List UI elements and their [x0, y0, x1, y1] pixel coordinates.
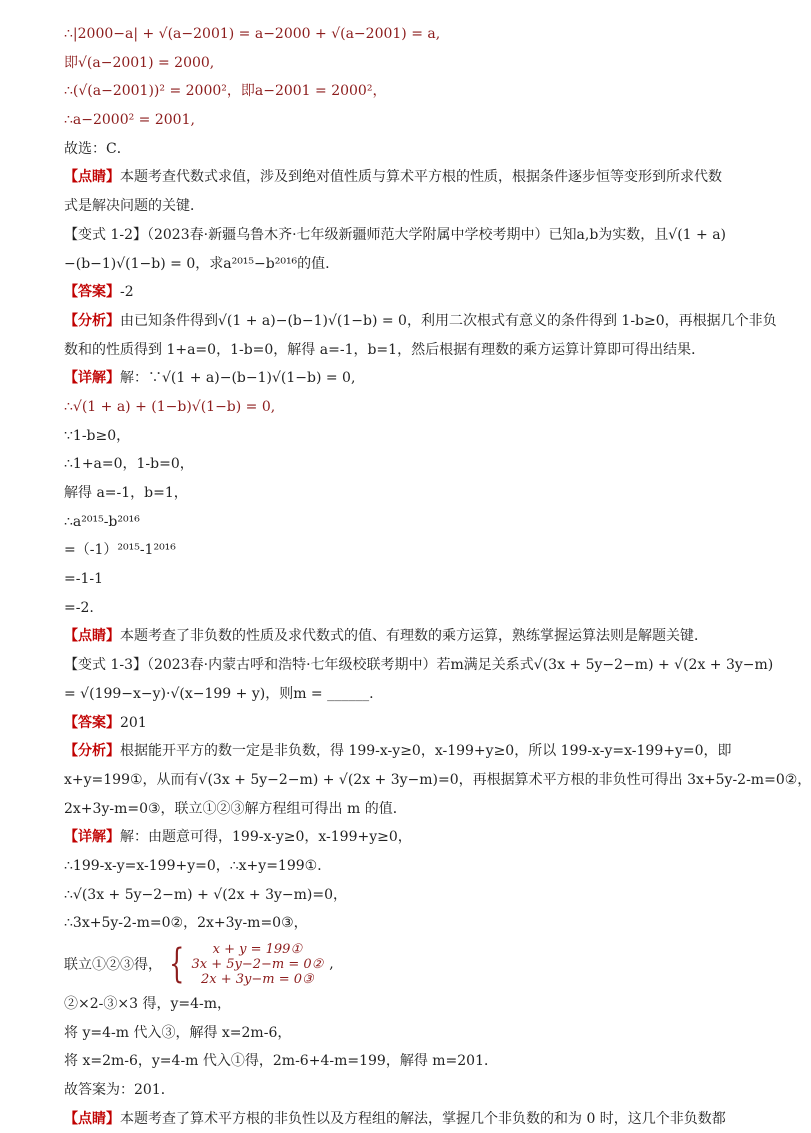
document-page — [64, 20, 811, 1133]
line-text: ∴1+a=0，1-b=0， — [64, 456, 194, 473]
system-suffix: , — [329, 956, 334, 972]
analysis-line — [64, 336, 736, 365]
line-text: = √(199−x−y)·√(x−199 + y)，则m = ______. — [64, 685, 374, 702]
line-text: 将 y=4-m 代入③，解得 x=2m-6， — [64, 1024, 292, 1041]
section-tag: 【分析】 — [64, 312, 120, 329]
system-equation-3: 2x + 3y−m = 0③ — [201, 971, 314, 987]
system-equation-1: x + y = 199① — [212, 941, 303, 957]
section-tag: 【点睛】 — [64, 1110, 120, 1127]
comment-line — [64, 163, 736, 192]
answer-line — [64, 278, 736, 307]
line-text: ∴(√(a−2001))² = 2000²，即a−2001 = 2000²， — [64, 83, 387, 100]
system-prefix: 联立①②③得， — [64, 957, 162, 973]
system-equation-2: 3x + 5y−2−m = 0② — [191, 956, 324, 972]
calc-line — [64, 852, 736, 881]
line-text: 数和的性质得到 1+a=0，1-b=0，解得 a=-1，b=1，然后根据有理数的乘方运算计算即可得出结果． — [64, 341, 706, 358]
calc-line — [64, 881, 736, 910]
line-text: −(b−1)√(1−b) = 0，求a²⁰¹⁵−b²⁰¹⁶的值. — [64, 255, 330, 272]
section-tag: 【答案】 — [64, 284, 120, 301]
line-text: 解：∵√(1 + a)−(b−1)√(1−b) = 0, — [120, 370, 356, 387]
section-tag: 【详解】 — [64, 370, 120, 387]
problem-text — [64, 680, 736, 709]
analysis-line — [64, 307, 777, 336]
line-text: -2 — [120, 284, 134, 301]
answer-line — [64, 709, 736, 738]
calc-line — [64, 536, 736, 565]
calc-line — [64, 106, 736, 135]
calc-line — [64, 77, 736, 106]
line-text: ∵1-b≥0， — [64, 427, 131, 444]
calc-line — [64, 479, 736, 508]
comment-line — [64, 622, 736, 651]
line-text: 2x+3y-m=0③，联立①②③解方程组可得出 m 的值． — [64, 800, 407, 817]
calc-line — [64, 1047, 736, 1076]
line-text: 本题考查代数式求值，涉及到绝对值性质与算术平方根的性质，根据条件逐步恒等变形到所求代数 — [120, 169, 722, 186]
line-text: ∴|2000−a| + √(a−2001) = a−2000 + √(a−2001) = a, — [64, 26, 441, 42]
solution-tail — [64, 990, 736, 1133]
line-text: x+y=199①，从而有√(3x + 5y−2−m) + √(2x + 3y−m)=0，再根据算术平方根的非负性可得出 3x+5y-2-m=0②， — [64, 771, 811, 788]
analysis-line — [64, 795, 736, 824]
calc-line — [64, 49, 736, 78]
line-text: 式是解决问题的关键． — [64, 198, 204, 215]
calc-line — [64, 909, 736, 938]
calc-line — [64, 450, 736, 479]
line-text: ∴3x+5y-2-m=0②，2x+3y-m=0③， — [64, 915, 308, 932]
calc-line — [64, 1019, 736, 1048]
line-text: ∴a²⁰¹⁵-b²⁰¹⁶ — [64, 513, 140, 530]
line-text: 故答案为：201． — [64, 1082, 175, 1099]
line-text: ∴a−2000² = 2001, — [64, 112, 195, 129]
line-text: ∴√(1 + a) + (1−b)√(1−b) = 0, — [64, 398, 276, 415]
line-text: 本题考查了非负数的性质及求代数式的值、有理数的乘方运算，熟练掌握运算法则是解题关键． — [120, 628, 708, 645]
line-text: 【变式 1-2】（2023春·新疆乌鲁木齐·七年级新疆师范大学附属中学校考期中）已知a,b为实数，且√(1 + a) — [64, 226, 727, 243]
solution-body — [64, 20, 811, 938]
comment-line — [64, 192, 736, 221]
analysis-line — [64, 766, 811, 795]
line-text: 【变式 1-3】（2023春·内蒙古呼和浩特·七年级校联考期中）若m满足关系式√(3x + 5y−2−m) + √(2x + 3y−m) — [64, 657, 774, 674]
line-text: 即√(a−2001) = 2000, — [64, 54, 215, 71]
line-text: 根据能开平方的数一定是非负数，得 199-x-y≥0，x-199+y≥0，所以 199-x-y=x-199+y=0，即 — [120, 743, 732, 760]
line-text: 解：由题意可得，199-x-y≥0，x-199+y≥0， — [120, 829, 412, 846]
problem-title — [64, 651, 774, 680]
line-text: =（-1）²⁰¹⁵-1²⁰¹⁶ — [64, 542, 176, 559]
equation-system — [64, 938, 736, 990]
calc-line — [64, 508, 736, 537]
line-text: 将 x=2m-6，y=4-m 代入①得，2m-6+4-m=199，解得 m=201． — [64, 1053, 498, 1070]
section-tag: 【分析】 — [64, 743, 120, 760]
section-tag: 【详解】 — [64, 829, 120, 846]
problem-title — [64, 221, 736, 250]
calc-line — [64, 1076, 736, 1105]
analysis-line — [64, 737, 736, 766]
detail-line — [64, 364, 736, 393]
line-text: 201 — [120, 714, 147, 731]
left-brace-symbol: { — [169, 941, 185, 987]
calc-line — [64, 565, 736, 594]
problem-text — [64, 250, 736, 279]
line-text: 由已知条件得到√(1 + a)−(b−1)√(1−b) = 0，利用二次根式有意义的条件得到 1-b≥0，再根据几个非负 — [120, 312, 777, 329]
calc-line — [64, 20, 736, 49]
section-tag: 【答案】 — [64, 714, 120, 731]
line-text: =-2. — [64, 599, 94, 616]
calc-line — [64, 422, 736, 451]
section-tag: 【点睛】 — [64, 628, 120, 645]
calc-line — [64, 990, 736, 1019]
line-text: ②×2-③×3 得，y=4-m， — [64, 996, 232, 1012]
line-text: ∴√(3x + 5y−2−m) + √(2x + 3y−m)=0， — [64, 886, 348, 903]
comment-line — [64, 1105, 736, 1133]
line-text: 本题考查了算术平方根的非负性以及方程组的解法，掌握几个非负数的和为 0 时，这几个非负数都 — [120, 1110, 726, 1127]
calc-line — [64, 594, 736, 623]
detail-line — [64, 823, 736, 852]
line-text: =-1-1 — [64, 571, 104, 588]
line-text: 故选：C． — [64, 140, 131, 157]
line-text: ∴199-x-y=x-199+y=0，∴x+y=199①． — [64, 857, 332, 874]
system-equations — [191, 942, 323, 987]
line-text: 解得 a=-1，b=1， — [64, 485, 188, 501]
section-tag: 【点睛】 — [64, 169, 120, 186]
answer-choice — [64, 135, 736, 164]
calc-line — [64, 393, 736, 422]
